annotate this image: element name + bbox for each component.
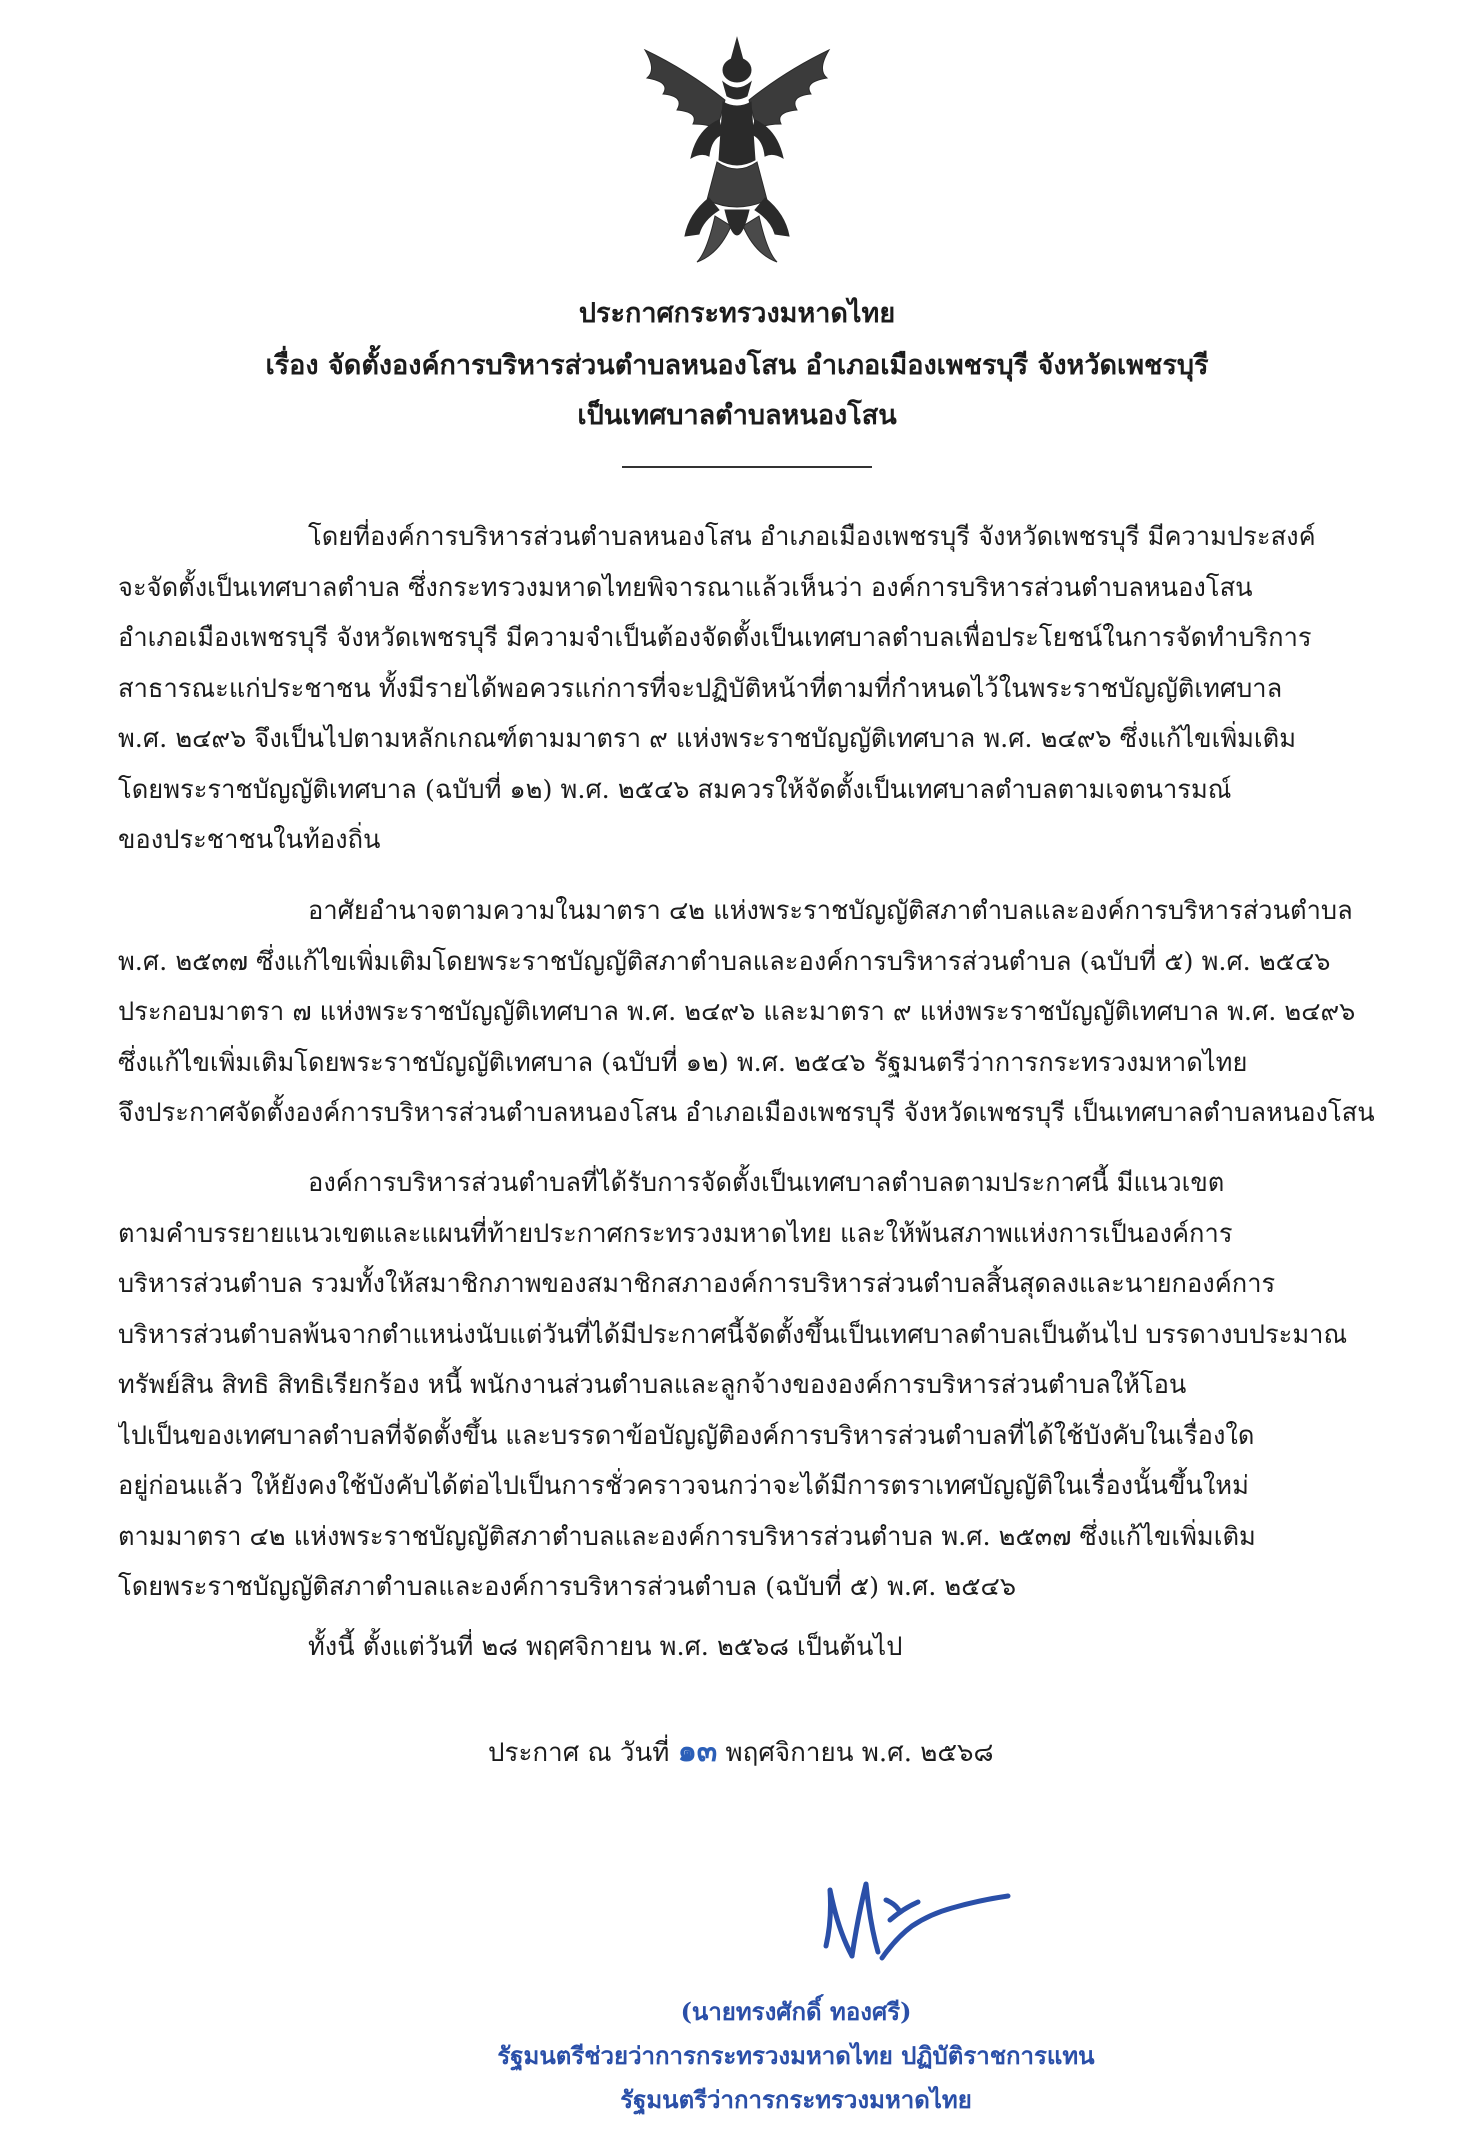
paragraph-line: โดยที่องค์การบริหารส่วนตำบลหนองโสน อำเภอเมืองเพชรบุรี จังหวัดเพชรบุรี มีความประสงค์ [308, 522, 1316, 552]
paragraph-4 [118, 1622, 1378, 1673]
signatory-position-continued: รัฐมนตรีว่าการกระทรวงมหาดไทย [620, 2085, 972, 2114]
effective-date-line: ทั้งนี้ ตั้งแต่วันที่ ๒๘ พฤศจิกายน พ.ศ. ๒๕๖๘ เป็นต้นไป [308, 1632, 903, 1662]
paragraph-line: ของประชาชนในท้องถิ่น [118, 825, 381, 855]
paragraph-line: อำเภอเมืองเพชรบุรี จังหวัดเพชรบุรี มีความจำเป็นต้องจัดตั้งเป็นเทศบาลตำบลเพื่อประโยชน์ในการจัดทำบริการ [118, 623, 1312, 653]
issue-date-suffix: พฤศจิกายน พ.ศ. ๒๕๖๘ [725, 1738, 994, 1768]
paragraph-1 [118, 512, 1378, 866]
paragraph-line: บริหารส่วนตำบล รวมทั้งให้สมาชิกภาพของสมาชิกสภาองค์การบริหารส่วนตำบลสิ้นสุดลงและนายกองค์การ [118, 1269, 1276, 1299]
paragraph-line: โดยพระราชบัญญัติเทศบาล (ฉบับที่ ๑๒) พ.ศ. ๒๕๔๖ สมควรให้จัดตั้งเป็นเทศบาลตำบลตามเจตนารมณ์ [118, 774, 1232, 805]
paragraph-3 [118, 1158, 1378, 1613]
paragraph-line: พ.ศ. ๒๕๓๗ ซึ่งแก้ไขเพิ่มเติมโดยพระราชบัญญัติสภาตำบลและองค์การบริหารส่วนตำบล (ฉบับที่ ๕) พ.ศ. ๒๕๔๖ [118, 946, 1331, 977]
document-subject: เรื่อง จัดตั้งองค์การบริหารส่วนตำบลหนองโสน อำเภอเมืองเพชรบุรี จังหวัดเพชรบุรี [265, 350, 1209, 381]
title-divider [622, 466, 872, 468]
paragraph-line: จะจัดตั้งเป็นเทศบาลตำบล ซึ่งกระทรวงมหาดไทยพิจารณาแล้วเห็นว่า องค์การบริหารส่วนตำบลหนองโสน [118, 572, 1253, 603]
paragraph-line: บริหารส่วนตำบลพ้นจากตำแหน่งนับแต่วันที่ได้มีประกาศนี้จัดตั้งขึ้นเป็นเทศบาลตำบลเป็นต้นไป บรรดางบประมาณ [118, 1319, 1348, 1350]
paragraph-line: อาศัยอำนาจตามความในมาตรา ๔๒ แห่งพระราชบัญญัติสภาตำบลและองค์การบริหารส่วนตำบล [308, 896, 1353, 926]
paragraph-line: ตามคำบรรยายแนวเขตและแผนที่ท้ายประกาศกระทรวงมหาดไทย และให้พ้นสภาพแห่งการเป็นองค์การ [118, 1218, 1233, 1249]
issue-date-prefix: ประกาศ ณ วันที่ [488, 1738, 670, 1768]
signatory-position: รัฐมนตรีช่วยว่าการกระทรวงมหาดไทย ปฏิบัติราชการแทน [497, 2041, 1095, 2070]
issue-date [488, 1728, 994, 1775]
paragraph-line: ประกอบมาตรา ๗ แห่งพระราชบัญญัติเทศบาล พ.ศ. ๒๔๙๖ และมาตรา ๙ แห่งพระราชบัญญัติเทศบาล พ.ศ. ๒๔๙๖ [118, 997, 1356, 1027]
handwritten-signature-icon [812, 1860, 1022, 1980]
paragraph-line: สาธารณะแก่ประชาชน ทั้งมีรายได้พอควรแก่การที่จะปฏิบัติหน้าที่ตามที่กำหนดไว้ในพระราชบัญญัติเทศบาล [118, 673, 1283, 704]
paragraph-2 [118, 886, 1378, 1139]
paragraph-line: จึงประกาศจัดตั้งองค์การบริหารส่วนตำบลหนองโสน อำเภอเมืองเพชรบุรี จังหวัดเพชรบุรี เป็นเทศบาลตำบลหนองโสน [118, 1098, 1375, 1128]
paragraph-line: อยู่ก่อนแล้ว ให้ยังคงใช้บังคับได้ต่อไปเป็นการชั่วคราวจนกว่าจะได้มีการตราเทศบัญญัติในเรื่องนั้นขึ้นใหม่ [118, 1471, 1249, 1501]
paragraph-line: โดยพระราชบัญญัติสภาตำบลและองค์การบริหารส่วนตำบล (ฉบับที่ ๕) พ.ศ. ๒๕๔๖ [118, 1572, 1017, 1602]
paragraph-line: ทรัพย์สิน สิทธิ สิทธิเรียกร้อง หนี้ พนักงานส่วนตำบลและลูกจ้างขององค์การบริหารส่วนตำบลให้โอน [118, 1370, 1187, 1400]
signatory-name: (นายทรงศักดิ์ ทองศรี) [680, 1997, 912, 2026]
document-title: ประกาศกระทรวงมหาดไทย [578, 298, 896, 329]
garuda-emblem-icon [627, 30, 847, 270]
paragraph-line: องค์การบริหารส่วนตำบลที่ได้รับการจัดตั้งเป็นเทศบาลตำบลตามประกาศนี้ มีแนวเขต [308, 1168, 1225, 1198]
document-subject-continued: เป็นเทศบาลตำบลหนองโสน [577, 400, 897, 431]
paragraph-line: ตามมาตรา ๔๒ แห่งพระราชบัญญัติสภาตำบลและองค์การบริหารส่วนตำบล พ.ศ. ๒๕๓๗ ซึ่งแก้ไขเพิ่มเติม [118, 1521, 1256, 1552]
paragraph-line: ไปเป็นของเทศบาลตำบลที่จัดตั้งขึ้น และบรรดาข้อบัญญัติองค์การบริหารส่วนตำบลที่ได้ใช้บังคับในเรื่องใด [118, 1420, 1255, 1451]
paragraph-line: ซึ่งแก้ไขเพิ่มเติมโดยพระราชบัญญัติเทศบาล (ฉบับที่ ๑๒) พ.ศ. ๒๕๔๖ รัฐมนตรีว่าการกระทรวงมหาดไทย [118, 1047, 1248, 1078]
paragraph-line: พ.ศ. ๒๔๙๖ จึงเป็นไปตามหลักเกณฑ์ตามมาตรา ๙ แห่งพระราชบัญญัติเทศบาล พ.ศ. ๒๔๙๖ ซึ่งแก้ไขเพิ่มเติม [118, 724, 1297, 754]
issue-date-day: ๑๓ [677, 1734, 718, 1769]
